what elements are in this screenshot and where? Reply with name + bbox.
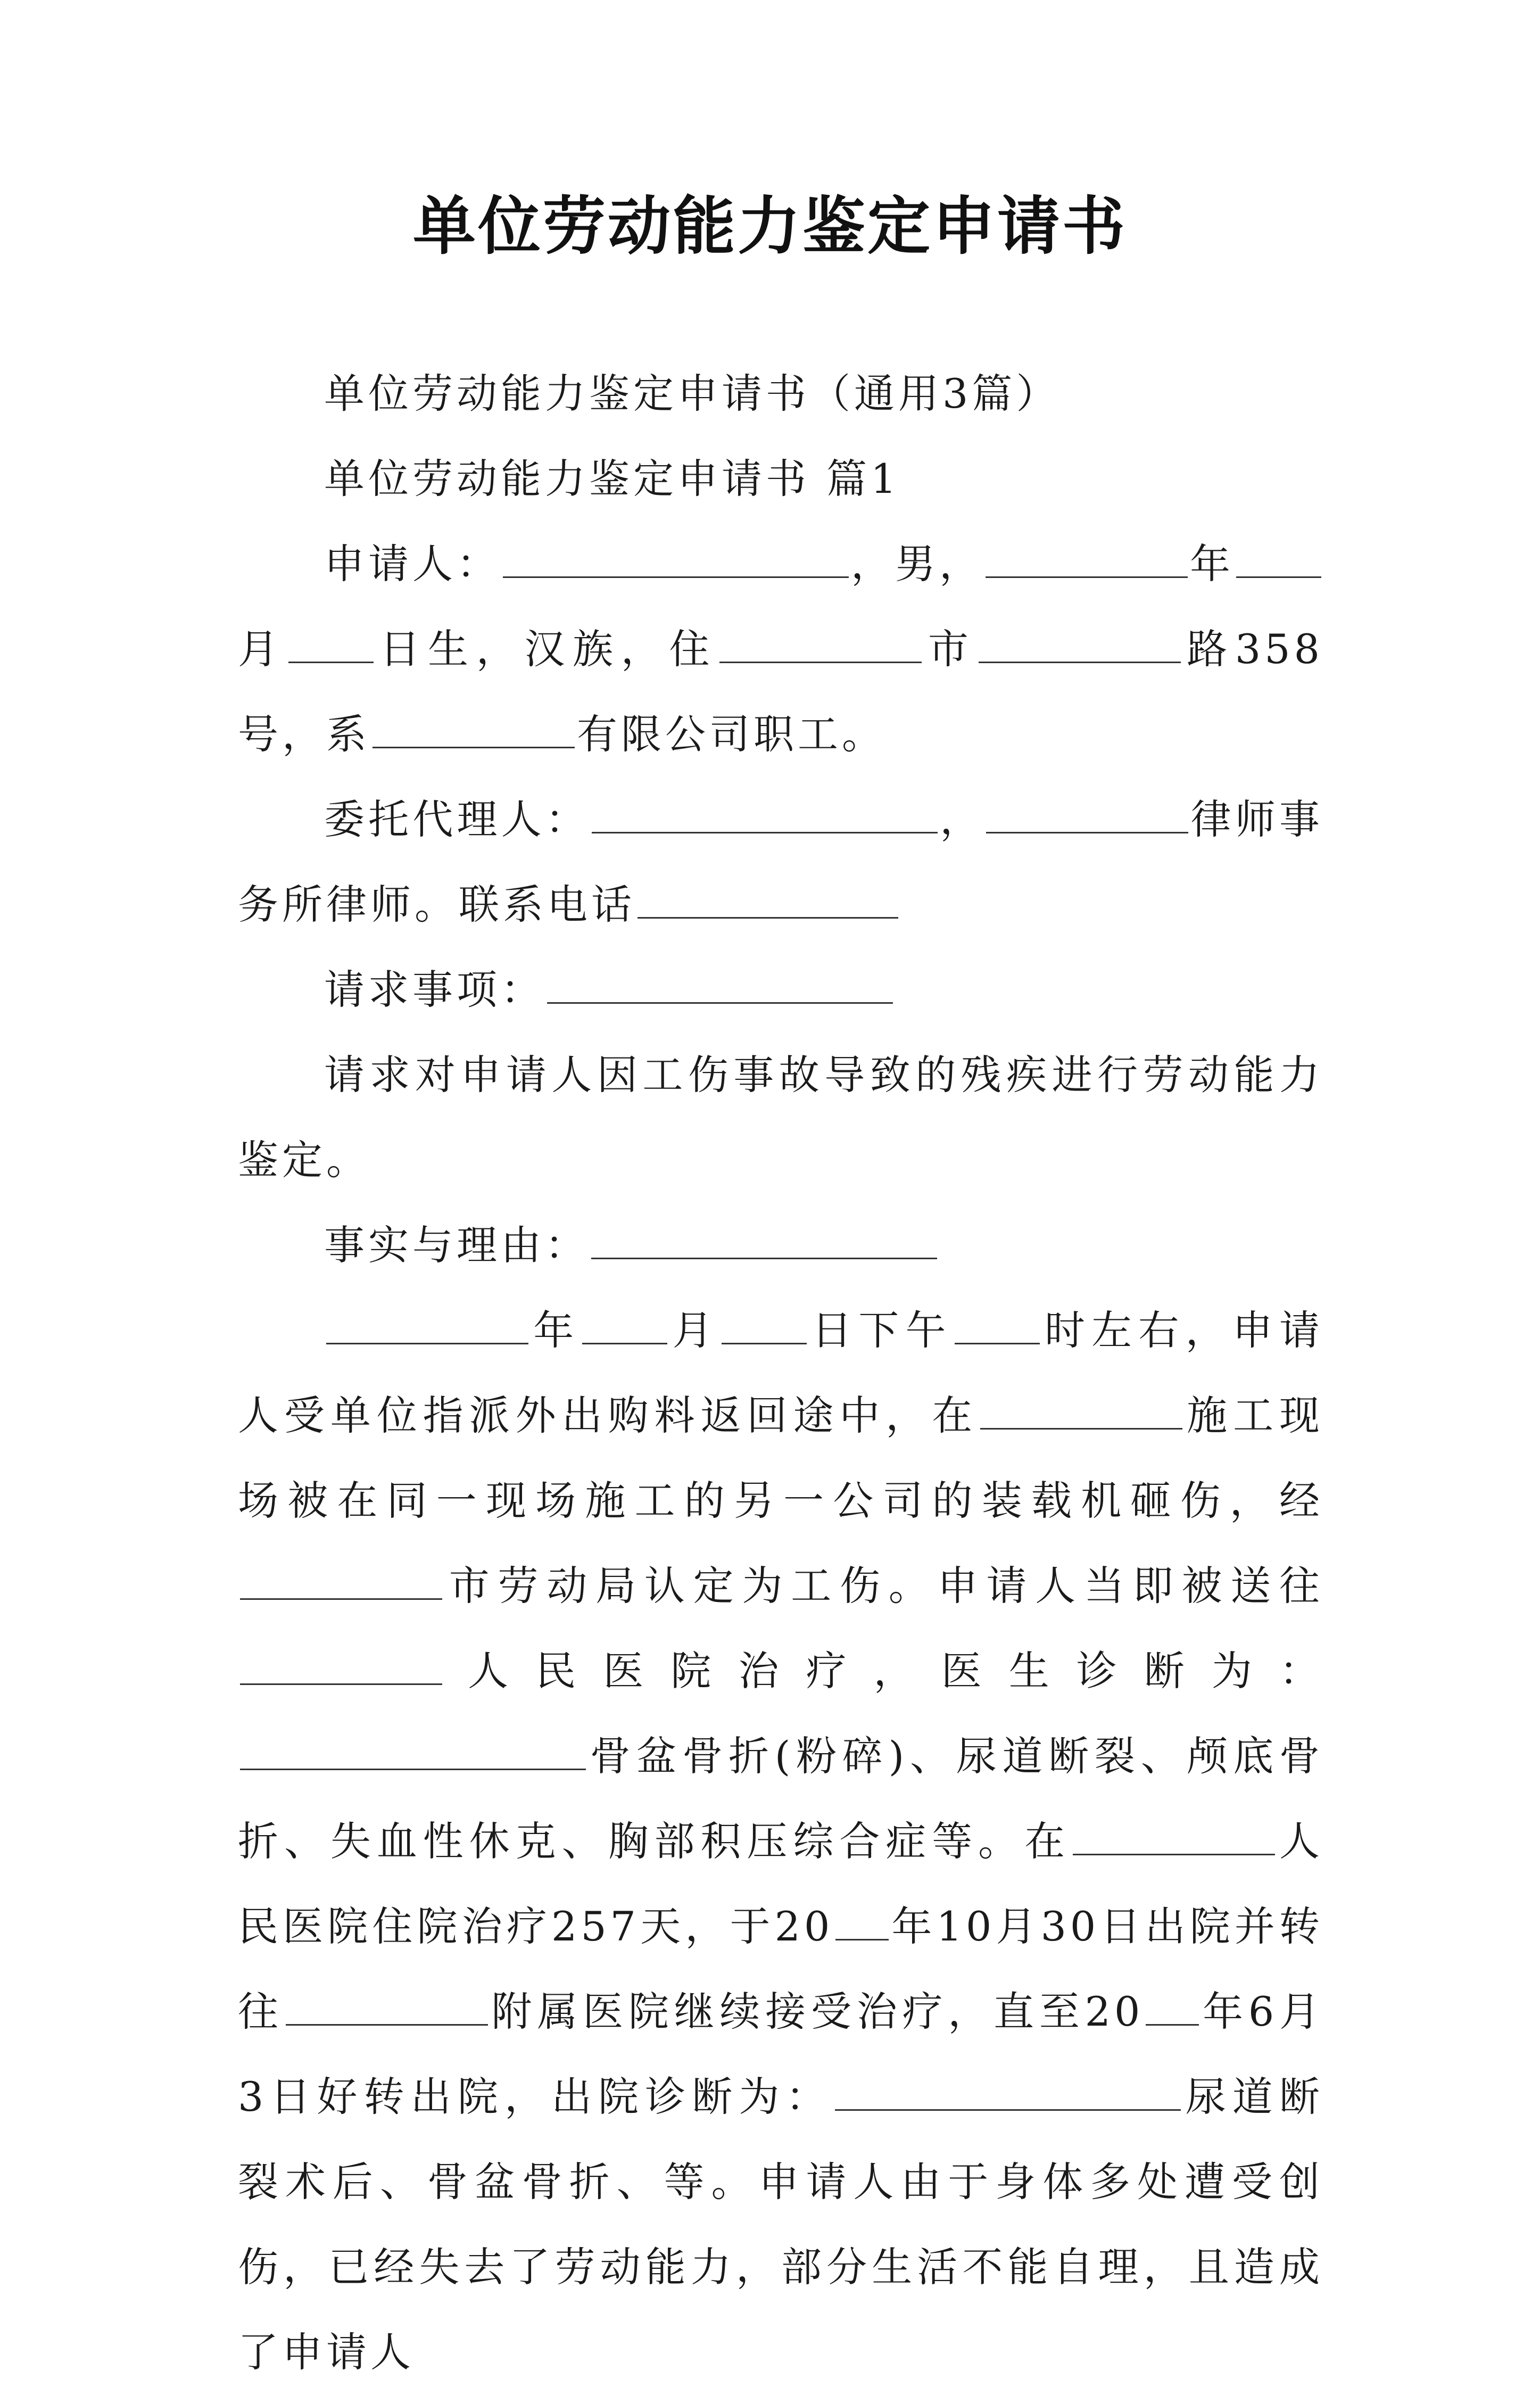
request-items-paragraph (238, 947, 1323, 1033)
text-segment: 月 (669, 1307, 719, 1354)
text-segment: 有限公司职工。 (577, 711, 886, 758)
text-segment: 时左右，申请人受单位指派外出购料返回途中，在 (238, 1307, 1324, 1439)
birth-day-blank (288, 623, 374, 663)
discharge-year-blank (835, 1901, 889, 1940)
text-segment: 人民医院住院治疗257天，于20 (238, 1818, 1324, 1950)
law-firm-blank (986, 794, 1188, 833)
text-segment: 附属医院继续接受治疗，直至20 (490, 1988, 1144, 2035)
affiliated-hospital-blank (286, 1986, 488, 2026)
text-segment: 市 (924, 625, 976, 673)
labor-bureau-city-blank (240, 1560, 442, 1600)
text-segment: 日下午 (808, 1307, 953, 1354)
text-segment: 年10月30日出院并转往 (238, 1903, 1323, 2035)
applicant-paragraph (238, 522, 1323, 777)
site-blank (980, 1390, 1182, 1430)
document-body (238, 351, 1323, 2395)
text-segment: 施工现场被在同一现场施工的另一公司的装载机砸伤，经 (238, 1392, 1324, 1524)
text-segment: 申请人： (324, 540, 501, 588)
text-segment: 月 (238, 625, 286, 673)
document-title: 单位劳动能力鉴定申请书 (412, 189, 1127, 263)
text-segment: 日生，汉族，住 (375, 625, 718, 673)
text-segment: 人民医院治疗，医生诊断为： (444, 1647, 1323, 1695)
city-blank (719, 623, 922, 663)
text-segment: 尿道断裂术后、骨盆骨折、等。申请人由于身体多处遭受创伤，已经失去了劳动能力，部分生活不能自理，且造成了申请人 (238, 2073, 1323, 2376)
text-segment: 年 (1190, 540, 1234, 588)
road-blank (979, 623, 1181, 663)
text-segment: 路358号，系 (238, 625, 1323, 758)
subtitle: 单位劳动能力鉴定申请书（通用3篇） (324, 370, 1061, 417)
request-paragraph: 请求对申请人因工伤事故导致的残疾进行劳动能力鉴定。 (238, 1051, 1323, 1184)
diagnosis-blank (240, 1730, 586, 1770)
hospital-blank (240, 1645, 442, 1685)
text-segment: 事实与理由： (324, 1221, 589, 1269)
birth-month-blank (1236, 538, 1321, 578)
agent-name-blank (592, 794, 938, 833)
company-blank (372, 708, 575, 748)
text-segment: 委托代理人： (324, 796, 590, 843)
facts-paragraph (238, 1288, 1323, 2395)
inpatient-hospital-blank (1073, 1815, 1275, 1855)
discharge-diagnosis-blank (835, 2071, 1181, 2111)
final-discharge-year-blank (1146, 1986, 1199, 2026)
text-segment: 年 (531, 1307, 581, 1354)
accident-year-blank (326, 1304, 528, 1344)
accident-hour-blank (955, 1304, 1040, 1344)
text-segment: 律师事务所律师。联系电话 (238, 796, 1324, 928)
request-items-blank (547, 964, 893, 1004)
text-segment: ， (940, 796, 984, 843)
agent-paragraph (238, 777, 1323, 947)
phone-blank (637, 879, 898, 919)
facts-reasons-blank (591, 1219, 937, 1259)
section-heading: 单位劳动能力鉴定申请书 篇1 (324, 455, 900, 502)
text-segment: 骨盆骨折(粉碎)、尿道断裂、颅底骨折、失血性休克、胸部积压综合症等。在 (238, 1732, 1323, 1865)
facts-reasons-paragraph (238, 1203, 1323, 1288)
applicant-name-blank (503, 538, 849, 578)
birth-year-blank (986, 538, 1188, 578)
text-segment: ，男， (851, 540, 983, 588)
text-segment: 年6月3日好转出院，出院诊断为： (238, 1988, 1324, 2120)
text-segment: 市劳动局认定为工伤。申请人当即被送往 (444, 1562, 1323, 1609)
text-segment: 请求事项： (324, 966, 545, 1013)
accident-day-blank (722, 1304, 807, 1344)
accident-month-blank (582, 1304, 667, 1344)
